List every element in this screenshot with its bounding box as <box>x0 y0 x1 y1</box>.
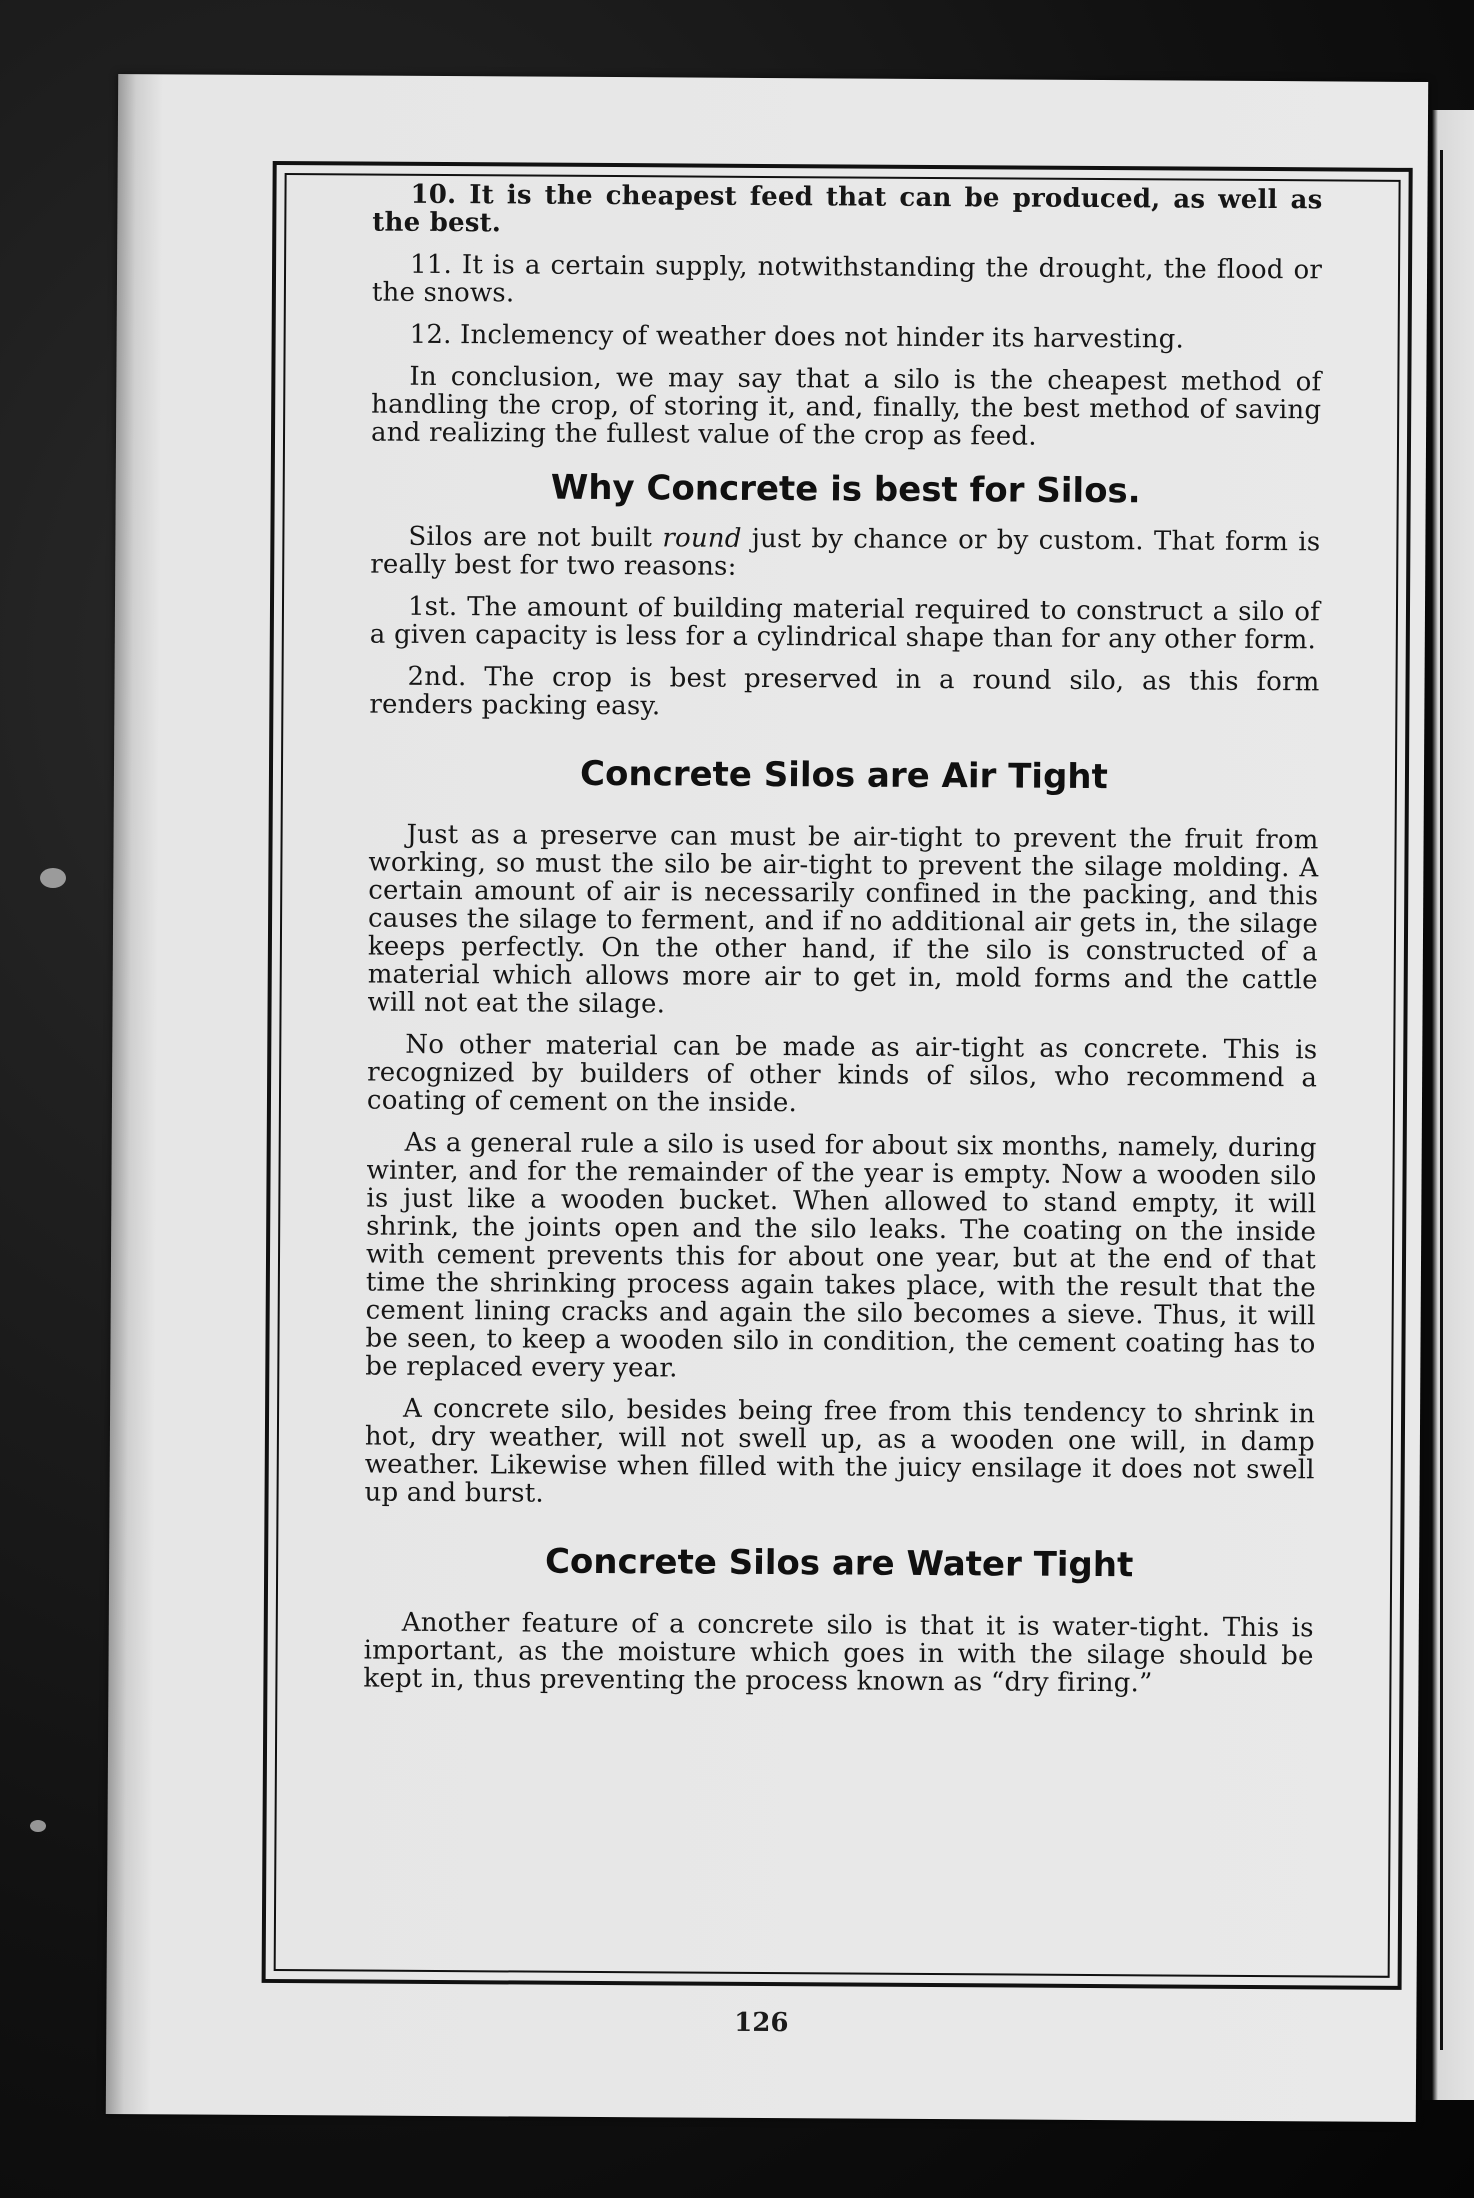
section-heading-air-tight: Concrete Silos are Air Tight <box>579 753 1108 798</box>
section-2-paragraph-2: No other material can be made as air-tight as concrete. This is recognized by builders of other kinds of silos, who recommend a coating of cement on the inside. <box>366 1029 1318 1119</box>
page-number: 126 <box>734 2007 789 2039</box>
conclusion-paragraph: In conclusion, we may say that a silo is the cheapest method of handling the crop, of storing it, and, finally, the best method of saving and realizing the fullest value of the crop as feed. <box>370 361 1322 452</box>
scan-dust-spot <box>30 1820 46 1832</box>
section-1-intro <box>370 523 1320 585</box>
section-2-paragraph-1: Just as a preserve can must be air-tight to prevent the fruit from working, so must the silo be air-tight to prevent the silage molding. A certain amount of air is necessarily confined in the packing, and this causes the silage to ferment, and if no additional air gets in, the silage keeps perfectly. On the other hand, if the silo is constructed of a material which allows more air to get in, mold forms and the cattle will not eat the silage. <box>367 819 1319 1020</box>
book-page <box>106 74 1428 2122</box>
list-item-11: 11. It is a certain supply, notwithstanding the drought, the flood or the snows. <box>371 249 1323 309</box>
section-3-paragraph-1: Another feature of a concrete silo is that it is water-tight. This is important, as the moisture which goes in with the silage should be kept in, thus preventing the process known as “dry firing.” <box>363 1607 1314 1699</box>
list-item-10: 10. It is the cheapest feed that can be produced, as well as the best. <box>372 179 1323 239</box>
adjacent-page-rule <box>1440 150 1443 2050</box>
section-heading-why-concrete: Why Concrete is best for Silos. <box>550 467 1141 512</box>
section-heading-water-tight: Concrete Silos are Water Tight <box>544 1541 1134 1586</box>
list-item-12: 12. Inclemency of weather does not hinder its harvesting. <box>409 319 1185 355</box>
section-1-reason-2: 2nd. The crop is best preserved in a round silo, as this form renders packing easy. <box>369 661 1320 722</box>
section-1-intro-italic: round <box>662 523 742 554</box>
section-1-reason-1: 1st. The amount of building material required to construct a silo of a given capacity is less for a cylindrical shape than for any other form. <box>369 591 1321 656</box>
page-content <box>363 181 1322 1713</box>
section-1-intro-text-rest: just by chance or by custom. That form is really best for two reasons: <box>370 523 1321 582</box>
section-2-paragraph-3: As a general rule a silo is used for about six months, namely, during winter, and for the remainder of the year is empty. Now a wooden silo is just like a wooden bucket. When allowed to stand empty, it will shrink, the joints open and the silo leaks. The coating on the inside with cement prevents this for about one year, but at the end of that time the shrinking process again takes place, with the result that the cement lining cracks and again the silo becomes a sieve. Thus, it will be seen, to keep a wooden silo in condition, the cement coating has to be replaced every year. <box>365 1127 1317 1384</box>
section-1-intro-text: Silos are not built <box>408 521 663 554</box>
section-2-paragraph-4: A concrete silo, besides being free from this tendency to shrink in hot, dry weather, will not swell up, as a wooden one will, in damp weather. Likewise when filled with the juicy ensilage it does not swell up and burst. <box>364 1393 1316 1509</box>
scan-dust-spot <box>40 868 66 888</box>
adjacent-page-edge <box>1422 110 1474 2100</box>
